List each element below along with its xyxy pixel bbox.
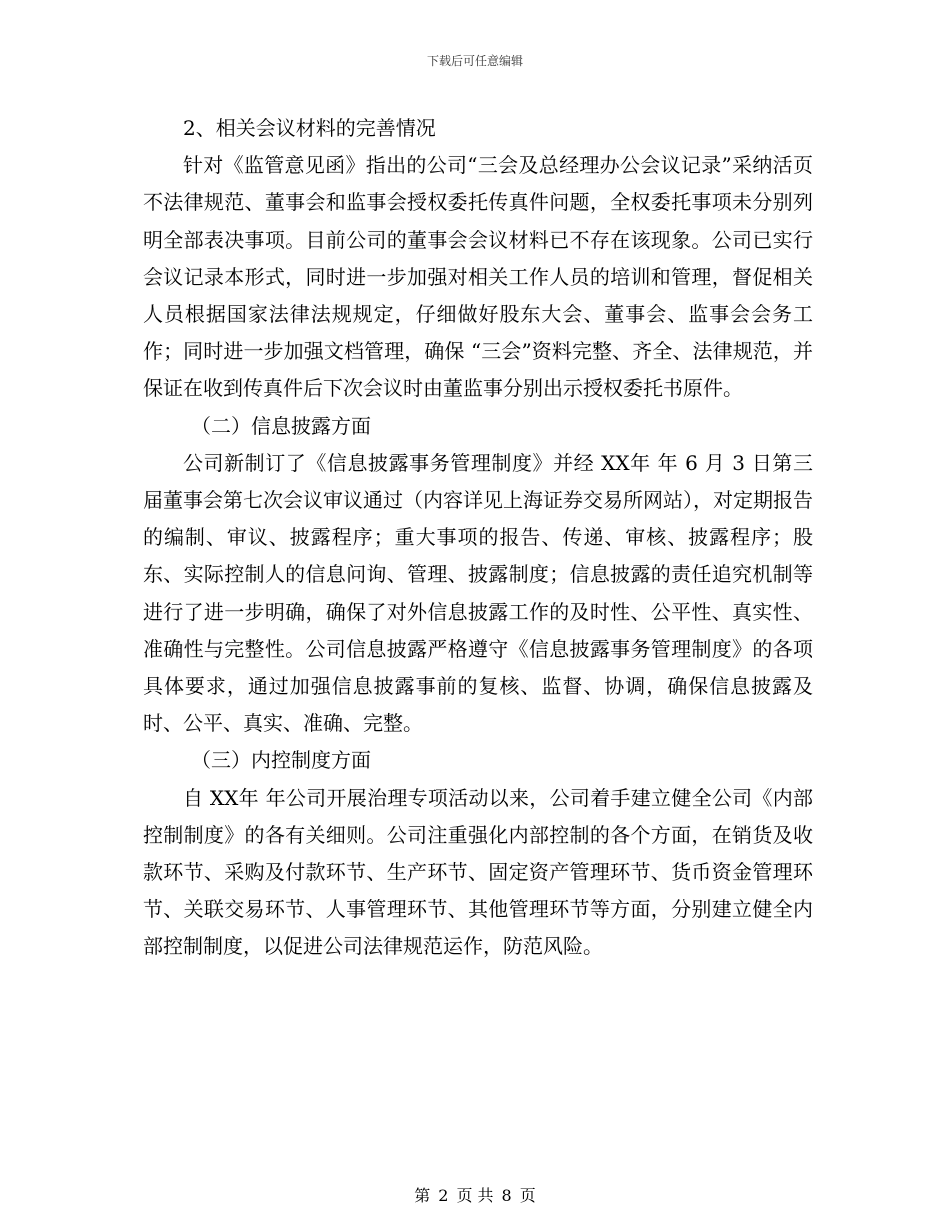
section-heading-meeting-materials: 2、相关会议材料的完善情况	[183, 116, 436, 140]
section-heading-disclosure: （二）信息披露方面	[191, 413, 371, 438]
page-header: 下载后可任意编辑	[426, 54, 523, 68]
footer-suffix: 页	[519, 1186, 536, 1205]
paragraph-meeting-materials: 针对《监管意见函》指出的公司“三会及总经理办公会议记录”采纳活页不法律规范、董事会和监事会授权委托传真件问题，全权委托事项未分别列明全部表决事项。目前公司的董事会会议材料已不存在该现象。公司已实行会议记录本形式，同时进一步加强对相关工作人员的培训和管理，督促相关人员根据国家法律法规规定，仔细做好股东大会、董事会、监事会会务工作；同时进一步加强文档管理，确保 “三会”资料完整、齐全、法律规范，并保证在收到传真件后下次会议时由董监事分别出示授权委托书原件。	[143, 153, 813, 401]
paragraph-internal-control: 自 XX年 年公司开展治理专项活动以来，公司着手建立健全公司《内部控制制度》的各有关细则。公司注重强化内部控制的各个方面，在销货及收款环节、采购及付款环节、生产环节、固定资产管理环节、货币资金管理环节、关联交易环节、人事管理环节、其他管理环节等方面，分别建立健全内部控制制度，以促进公司法律规范运作，防范风险。	[143, 785, 813, 959]
section-heading-internal-control: （三）内控制度方面	[191, 748, 371, 773]
document-body	[143, 110, 813, 966]
footer-middle: 页 共	[456, 1186, 494, 1205]
paragraph-disclosure: 公司新制订了《信息披露事务管理制度》并经 XX年 年 6 月 3 日第三届董事会第七次会议审议通过（内容详见上海证券交易所网站），对定期报告的编制、审议、披露程序；重大事项的报告、传递、审核、披露程序；股东、实际控制人的信息问询、管理、披露制度；信息披露的责任追究机制等进行了进一步明确，确保了对外信息披露工作的及时性、公平性、真实性、准确性与完整性。公司信息披露严格遵守《信息披露事务管理制度》的各项具体要求，通过加强信息披露事前的复核、监督、协调，确保信息披露及时、公平、真实、准确、完整。	[143, 450, 813, 736]
total-pages-number: 8	[501, 1186, 512, 1205]
current-page-number: 2	[438, 1186, 449, 1205]
page-footer	[0, 1183, 950, 1206]
footer-prefix: 第	[414, 1186, 431, 1205]
